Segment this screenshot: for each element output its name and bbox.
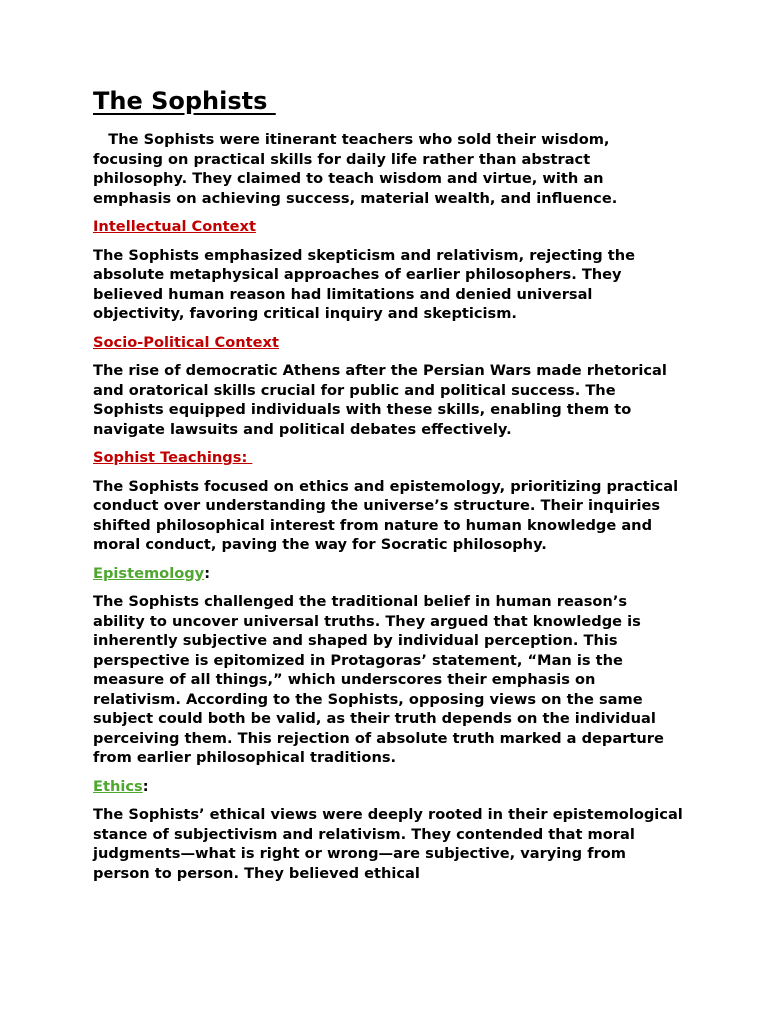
- section-body-intellectual-context: The Sophists emphasized skepticism and relativism, rejecting the absolute metaphysical approaches of earlier philosophers. They believed human reason had limitations and denied universal objectivity, favoring critical inquiry and skepticism.: [93, 246, 635, 322]
- section-body-socio-political-context: The rise of democratic Athens after the Persian Wars made rhetorical and oratorical skills crucial for public and political success. The Sophists equipped individuals with these skills, enabling them to navigate lawsuits and political debates effectively.: [93, 362, 667, 438]
- section-heading-ethics-colon: :: [142, 777, 149, 795]
- section-heading-intellectual-context: Intellectual Context: [93, 218, 256, 235]
- section-heading-ethics: [93, 777, 683, 797]
- section-heading-socio-political-context: Socio-Political Context: [93, 333, 279, 351]
- section-body-sophist-teachings: The Sophists focused on ethics and epistemology, prioritizing practical conduct over understanding the universe’s structure. Their inquiries shifted philosophical interest from nature to human knowledge and moral conduct, paving the way for Socratic philosophy.: [93, 477, 679, 553]
- section-heading-epistemology-label: Epistemology: [93, 564, 205, 582]
- section-heading-ethics-label: Ethics: [93, 777, 143, 795]
- intro-paragraph: The Sophists were itinerant teachers who sold their wisdom, focusing on practical skills for daily life rather than abstract philosophy. They claimed to teach wisdom and virtue, with an emphasis on achieving success, material wealth, and influence.: [93, 131, 618, 207]
- section-heading-epistemology: [93, 564, 683, 584]
- section-heading-sophist-teachings: Sophist Teachings:: [93, 449, 253, 466]
- section-body-epistemology: The Sophists challenged the traditional belief in human reason’s ability to uncover universal truths. They argued that knowledge is inherently subjective and shaped by individual perception. This perspective is epitomized in Protagoras’ statement, “Man is the measure of all things,” which underscores their emphasis on relativism. According to the Sophists, opposing views on the same subject could both be valid, as their truth depends on the individual perceiving them. This rejection of absolute truth marked a departure from earlier philosophical traditions.: [93, 593, 664, 766]
- document-title: The Sophists: [93, 87, 276, 115]
- section-body-ethics: The Sophists’ ethical views were deeply rooted in their epistemological stance of subjectivism and relativism. They contended that moral judgments—what is right or wrong—are subjective, varying from person to person. They believed ethical: [93, 806, 683, 882]
- section-heading-epistemology-colon: :: [204, 564, 211, 582]
- document-page: [93, 86, 683, 892]
